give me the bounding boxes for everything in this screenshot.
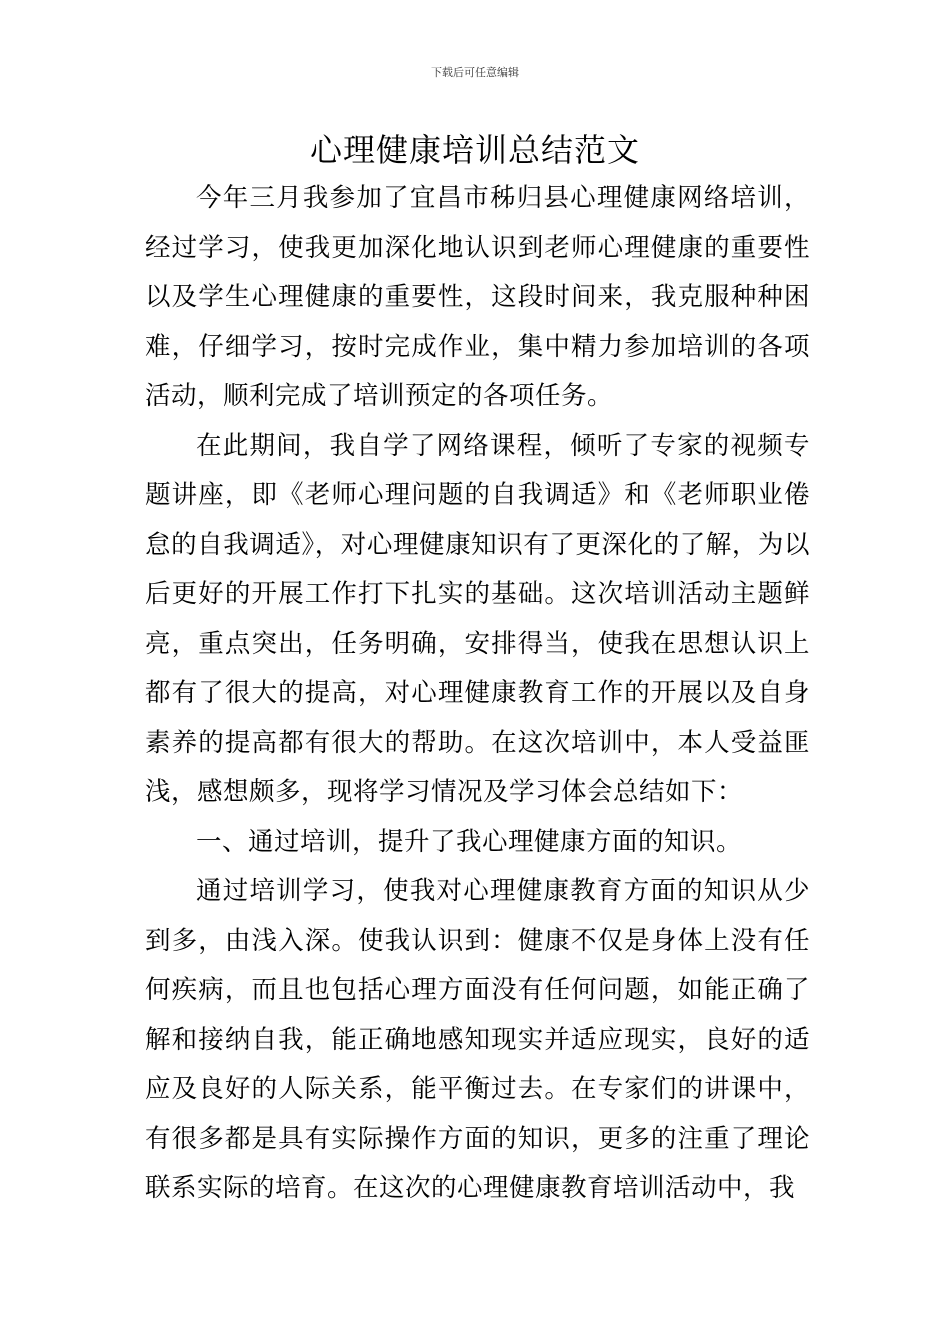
- paragraph-period: 在此期间，我自学了网络课程，倾听了专家的视频专题讲座，即《老师心理问题的自我调适》和《老师职业倦怠的自我调适》，对心理健康知识有了更深化的了解，为以后更好的开展工作打下扎实的基础。这次培训活动主题鲜亮，重点突出，任务明确，安排得当，使我在思想认识上都有了很大的提高，对心理健康教育工作的开展以及自身素养的提高都有很大的帮助。在这次培训中，本人受益匪浅，感想颇多，现将学习情况及学习体会总结如下：: [145, 430, 810, 807]
- document-title: 心理健康培训总结范文: [309, 131, 640, 169]
- paragraph-intro: 今年三月我参加了宜昌市秭归县心理健康网络培训，经过学习，使我更加深化地认识到老师心理健康的重要性以及学生心理健康的重要性，这段时间来，我克服种种困难，仔细学习，按时完成作业，集中精力参加培训的各项活动，顺利完成了培训预定的各项任务。: [145, 183, 810, 411]
- paragraph-section-1: 通过培训学习，使我对心理健康教育方面的知识从少到多，由浅入深。使我认识到：健康不仅是身体上没有任何疾病，而且也包括心理方面没有任何问题，如能正确了解和接纳自我，能正确地感知现实并适应现实，良好的适应及良好的人际关系，能平衡过去。在专家们的讲课中，有很多都是具有实际操作方面的知识，更多的注重了理论联系实际的培育。在这次的心理健康教育培训活动中，我: [145, 876, 810, 1203]
- document-body: [145, 174, 810, 1214]
- section-heading-1: 一、通过培训，提升了我心理健康方面的知识。: [196, 826, 743, 857]
- header-note: 下载后可任意编辑: [431, 66, 519, 79]
